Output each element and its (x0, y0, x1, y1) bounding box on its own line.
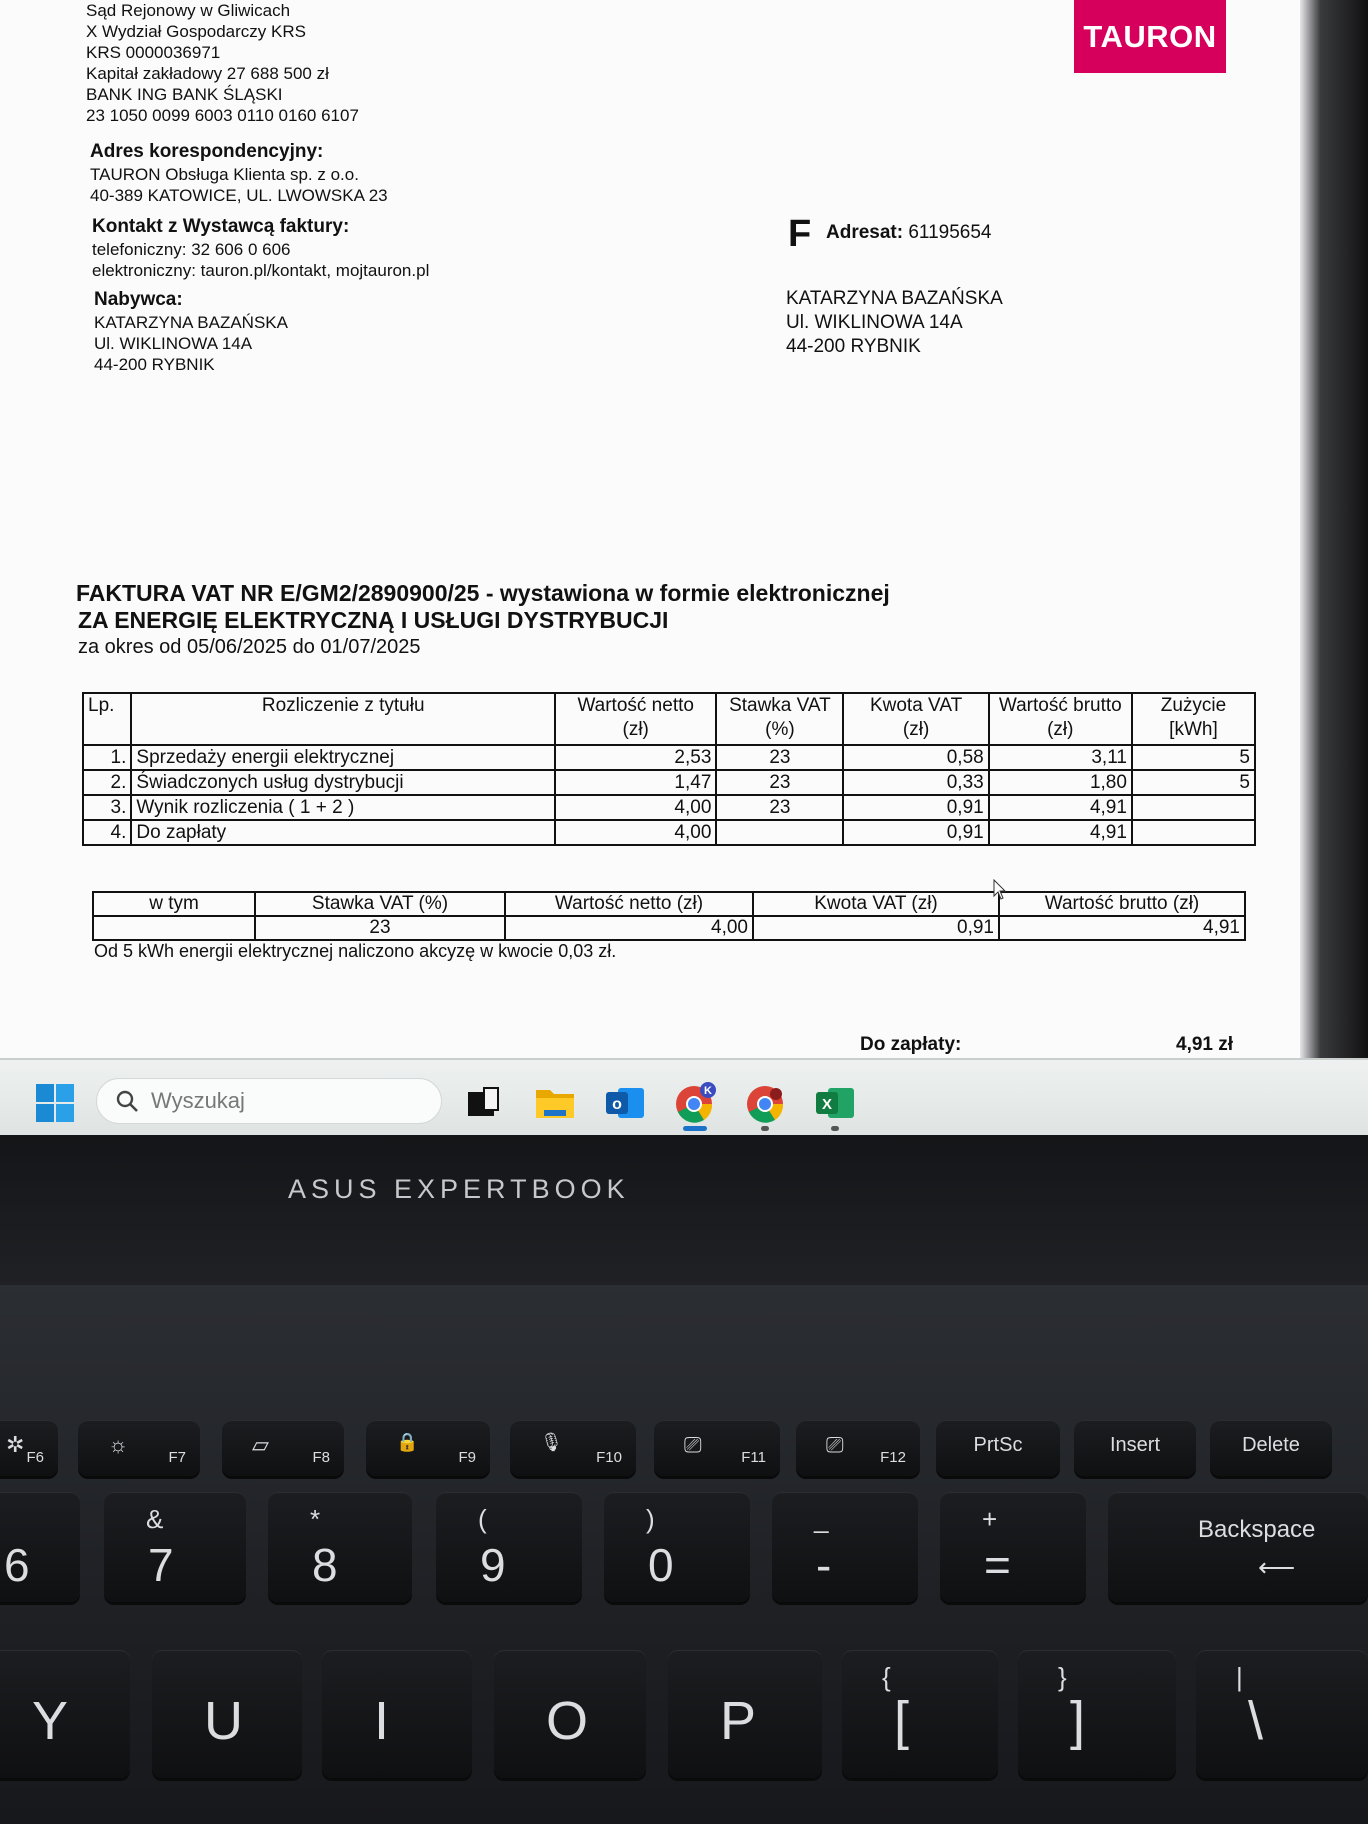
key-label: I (374, 1691, 390, 1751)
cell-net: 4,00 (555, 795, 716, 820)
cell-description: Świadczonych usług dystrybucji (131, 770, 555, 795)
table-header-row (93, 892, 1245, 916)
cell-lp: 3. (83, 795, 131, 820)
cell-net: 4,00 (555, 820, 716, 845)
cell-description: Wynik rozliczenia ( 1 + 2 ) (131, 795, 555, 820)
key-prtsc[interactable] (936, 1420, 1060, 1476)
column-header: Stawka VAT (%) (716, 693, 843, 745)
laptop-bezel (0, 1135, 1368, 1285)
key-label: Insert (1109, 1434, 1161, 1456)
column-header: Wartość netto (zł) (505, 892, 753, 916)
excel-letter: X (821, 1096, 833, 1113)
addressee-line: Ul. WIKLINOWA 14A (786, 312, 963, 333)
column-header: w tym (93, 892, 255, 916)
key-label: 9 (480, 1539, 506, 1591)
company-info (86, 0, 359, 126)
key-backspace[interactable] (1108, 1492, 1368, 1602)
key-equals[interactable] (940, 1492, 1086, 1602)
addressee-id (826, 222, 991, 243)
cell-usage (1132, 795, 1255, 820)
key-shift-label: & (146, 1504, 164, 1534)
key-9[interactable] (436, 1492, 582, 1602)
invoice-period: za okres od 05/06/2025 do 01/07/2025 (78, 636, 421, 658)
key-label: Y (32, 1691, 69, 1751)
column-header: Wartość brutto (zł) (989, 693, 1132, 745)
key-label: - (816, 1539, 832, 1591)
column-header: Stawka VAT (%) (255, 892, 505, 916)
cell-lp: 1. (83, 745, 131, 770)
windows-start-icon[interactable] (36, 1084, 74, 1122)
company-line: BANK ING BANK ŚLĄSKI (86, 85, 283, 104)
company-line: X Wydział Gospodarczy KRS (86, 22, 306, 41)
key-icon: ☼ (108, 1432, 129, 1457)
cell-gross: 4,91 (989, 820, 1132, 845)
running-app-indicator (761, 1126, 769, 1131)
key-label: F12 (880, 1449, 906, 1466)
contact-heading: Kontakt z Wystawcą faktury: (92, 216, 350, 237)
key-shift-label: _ (814, 1504, 829, 1534)
cell-gross: 1,80 (989, 770, 1132, 795)
key-i[interactable] (322, 1650, 472, 1778)
task-view-icon[interactable] (462, 1082, 504, 1124)
file-explorer-icon[interactable] (534, 1082, 576, 1124)
buyer-heading: Nabywca: (94, 289, 183, 310)
outlook-icon[interactable] (604, 1082, 646, 1124)
cell-vat-amount: 0,91 (843, 820, 988, 845)
contact-line: elektroniczny: tauron.pl/kontakt, mojtauron.pl (92, 261, 430, 280)
addressee-mark: F (788, 213, 812, 255)
cell-gross: 4,91 (999, 916, 1245, 940)
correspondence-line: 40-389 KATOWICE, UL. LWOWSKA 23 (90, 186, 388, 205)
settlement-table (82, 692, 1256, 846)
chrome-icon[interactable] (744, 1082, 786, 1124)
active-app-indicator (683, 1126, 707, 1131)
key-label: Backspace (1198, 1516, 1316, 1543)
column-header: Wartość brutto (zł) (999, 892, 1245, 916)
key-right-bracket[interactable] (1018, 1650, 1176, 1778)
column-header: Kwota VAT (zł) (753, 892, 999, 916)
company-line: KRS 0000036971 (86, 43, 221, 62)
cell-vat-rate: 23 (716, 770, 843, 795)
cell-net: 4,00 (505, 916, 753, 940)
cell-vat-amount: 0,33 (843, 770, 988, 795)
invoice-subtitle: ZA ENERGIĘ ELEKTRYCZNĄ I USŁUGI DYSTRYBUCJI (78, 607, 669, 633)
mouse-pointer-icon (993, 879, 1007, 901)
search-icon (115, 1089, 139, 1113)
key-label: 6 (4, 1539, 30, 1591)
key-label: F10 (596, 1449, 622, 1466)
key-icon: 🔒 (396, 1432, 419, 1452)
table-row (93, 916, 1245, 940)
key-label: ] (1070, 1691, 1086, 1751)
addressee-block (786, 287, 1003, 359)
key-minus[interactable] (772, 1492, 918, 1602)
correspondence-heading: Adres korespondencyjny: (90, 141, 324, 162)
buyer-line: Ul. WIKLINOWA 14A (94, 334, 253, 353)
key-label: = (984, 1539, 1011, 1591)
total-label: Do zapłaty: (860, 1034, 962, 1055)
key-label: F9 (458, 1449, 476, 1466)
invoice-title: FAKTURA VAT NR E/GM2/2890900/25 - wystawiona w formie elektronicznej (76, 580, 890, 606)
key-7[interactable] (104, 1492, 246, 1602)
key-backslash[interactable] (1196, 1650, 1368, 1778)
column-header: Kwota VAT (zł) (843, 693, 988, 745)
table-row (83, 795, 1255, 820)
key-label: Delete (1242, 1434, 1300, 1456)
cell-vat-rate: 23 (255, 916, 505, 940)
cell-gross: 4,91 (989, 795, 1132, 820)
key-icon: ⎚ (684, 1432, 702, 1457)
key-label: F6 (26, 1449, 44, 1466)
cell-lp: 4. (83, 820, 131, 845)
column-header: Wartość netto (zł) (555, 693, 716, 745)
key-label: F7 (168, 1449, 186, 1466)
cell-lp: 2. (83, 770, 131, 795)
key-f8[interactable] (222, 1420, 344, 1476)
cell-description: Sprzedaży energii elektrycznej (131, 745, 555, 770)
cell-vat-rate: 23 (716, 795, 843, 820)
vat-breakdown-table (92, 891, 1246, 941)
key-o[interactable] (494, 1650, 646, 1778)
company-line: Sąd Rejonowy w Gliwicach (86, 1, 291, 20)
key-icon: ⎚ (826, 1432, 844, 1457)
cell-vat-amount: 0,91 (753, 916, 999, 940)
key-icon: 🎙 (540, 1432, 563, 1452)
key-f7[interactable] (78, 1420, 200, 1476)
laptop-brand: ASUS EXPERTBOOK (288, 1174, 630, 1204)
cell-vat-rate (716, 820, 843, 845)
key-8[interactable] (268, 1492, 412, 1602)
buyer-line: KATARZYNA BAZAŃSKA (94, 313, 288, 332)
backspace-arrow-icon: ⟵ (1258, 1552, 1296, 1582)
table-row (83, 820, 1255, 845)
key-shift-label: + (982, 1504, 998, 1534)
cell-vat-amount: 0,58 (843, 745, 988, 770)
contact-line: telefoniczny: 32 606 0 606 (92, 240, 291, 259)
key-u[interactable] (152, 1650, 302, 1778)
contact-info (92, 215, 429, 281)
key-f10[interactable] (510, 1420, 636, 1476)
table-header-row (83, 693, 1255, 745)
key-left-bracket[interactable] (842, 1650, 998, 1778)
key-label: O (546, 1691, 589, 1751)
key-p[interactable] (668, 1650, 822, 1778)
key-f11[interactable] (654, 1420, 780, 1476)
column-header: Lp. (83, 693, 131, 745)
key-icon: ✲ (6, 1432, 25, 1457)
buyer-block (94, 288, 288, 375)
key-label: [ (894, 1691, 910, 1751)
addressee-line: KATARZYNA BAZAŃSKA (786, 288, 1003, 309)
cell-usage (1132, 820, 1255, 845)
cell-description: Do zapłaty (131, 820, 555, 845)
correspondence-line: TAURON Obsługa Klienta sp. z o.o. (90, 165, 359, 184)
tauron-logo: TAURON (1074, 0, 1226, 73)
correspondence-address (90, 140, 388, 206)
cell-vat-rate: 23 (716, 745, 843, 770)
company-line: Kapitał zakładowy 27 688 500 zł (86, 64, 329, 83)
addressee-number: 61195654 (908, 222, 992, 243)
key-label: PrtSc (973, 1434, 1023, 1456)
key-shift-label: * (310, 1504, 321, 1534)
company-line: 23 1050 0099 6003 0110 0160 6107 (86, 106, 359, 125)
key-f12[interactable] (796, 1420, 920, 1476)
chrome-profile-icon[interactable] (674, 1082, 716, 1124)
column-header: Zużycie [kWh] (1132, 693, 1255, 745)
key-icon: ▱ (252, 1432, 269, 1457)
taskbar-search-box[interactable] (96, 1078, 442, 1124)
column-header: Rozliczenie z tytułu (131, 693, 555, 745)
cell-empty (93, 916, 255, 940)
key-shift-label: ( (478, 1504, 487, 1534)
key-label: 7 (148, 1539, 174, 1591)
key-6[interactable] (0, 1492, 80, 1602)
table-row (83, 745, 1255, 770)
key-f9[interactable] (366, 1420, 490, 1476)
addressee-line: 44-200 RYBNIK (786, 336, 921, 357)
key-f6[interactable] (0, 1420, 58, 1476)
key-delete[interactable] (1210, 1420, 1332, 1476)
key-label: \ (1248, 1691, 1264, 1751)
profile-badge: K (704, 1085, 712, 1097)
cell-usage: 5 (1132, 770, 1255, 795)
table-row (83, 770, 1255, 795)
key-label: U (204, 1691, 243, 1751)
excel-icon[interactable] (814, 1082, 856, 1124)
cell-usage: 5 (1132, 745, 1255, 770)
key-label: P (720, 1691, 757, 1751)
key-label: F11 (741, 1449, 766, 1466)
screen-edge (1300, 0, 1368, 1058)
cell-vat-amount: 0,91 (843, 795, 988, 820)
cell-gross: 3,11 (989, 745, 1132, 770)
key-shift-label: { (882, 1662, 891, 1692)
cell-net: 2,53 (555, 745, 716, 770)
cell-net: 1,47 (555, 770, 716, 795)
key-label: 0 (648, 1539, 674, 1591)
key-shift-label: | (1236, 1662, 1243, 1692)
key-shift-label: } (1058, 1662, 1067, 1692)
key-y[interactable] (0, 1650, 130, 1778)
windows-taskbar (0, 1058, 1368, 1135)
addressee-label: Adresat: (826, 222, 904, 243)
buyer-line: 44-200 RYBNIK (94, 355, 215, 374)
key-shift-label: ) (646, 1504, 655, 1534)
outlook-letter: o (612, 1096, 622, 1113)
search-placeholder: Wyszukaj (151, 1088, 245, 1113)
key-0[interactable] (604, 1492, 750, 1602)
excise-note: Od 5 kWh energii elektrycznej naliczono akcyzę w kwocie 0,03 zł. (94, 941, 617, 961)
key-label: F8 (312, 1449, 330, 1466)
running-app-indicator (831, 1126, 839, 1131)
key-insert[interactable] (1074, 1420, 1196, 1476)
total-value: 4,91 zł (1176, 1034, 1234, 1055)
key-label: 8 (312, 1539, 338, 1591)
